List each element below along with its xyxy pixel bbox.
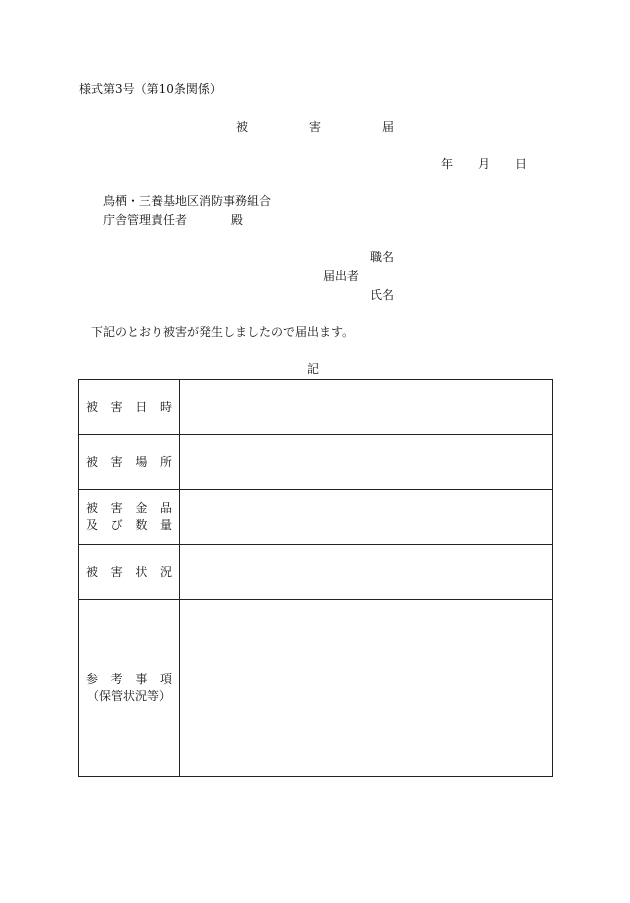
remarks-field[interactable] (180, 600, 553, 777)
body-text: 下記のとおり被害が発生しましたので届出ます。 (91, 325, 355, 339)
title-char: 届 (381, 120, 394, 134)
damage-location-field[interactable] (180, 435, 553, 490)
label-char: 及 (86, 518, 99, 532)
label-char: 項 (159, 672, 172, 686)
label-char: 所 (159, 454, 172, 469)
label-char: 害 (110, 454, 123, 469)
addressee-honorific: 殿 (231, 213, 244, 227)
label-char: 日 (135, 399, 148, 414)
table-row (79, 380, 553, 435)
label-subtext: （保管状況等） (86, 689, 171, 703)
label-char: 金 (135, 501, 148, 515)
label-char: 状 (135, 564, 148, 579)
month-label: 月 (478, 157, 491, 171)
reporter-label: 届出者 (323, 269, 360, 283)
form-number: 様式第3号（第10条関係） (79, 82, 222, 96)
label-char: び (110, 518, 123, 532)
damage-datetime-field[interactable] (180, 380, 553, 435)
title-char: 害 (308, 120, 321, 134)
label-char: 数 (135, 518, 148, 532)
table-row (79, 545, 553, 600)
table-row (79, 600, 553, 777)
label-char: 品 (159, 501, 172, 515)
label-char: 場 (135, 454, 148, 469)
damaged-items-field[interactable] (180, 490, 553, 545)
document-title (235, 118, 395, 135)
table-row (79, 435, 553, 490)
row-label (79, 600, 180, 777)
row-label (79, 545, 180, 600)
label-char: 参 (86, 672, 99, 686)
title-char: 被 (235, 120, 248, 134)
label-char: 量 (159, 518, 172, 532)
label-char: 被 (86, 454, 99, 469)
label-char: 況 (159, 564, 172, 579)
job-title-label: 職名 (370, 250, 395, 264)
damage-status-field[interactable] (180, 545, 553, 600)
table-row (79, 490, 553, 545)
label-char: 被 (86, 501, 99, 515)
year-label: 年 (441, 157, 454, 171)
label-char: 事 (135, 672, 148, 686)
label-char: 被 (86, 399, 99, 414)
date-line (441, 155, 552, 172)
ki-label: 記 (307, 362, 320, 376)
row-label (79, 380, 180, 435)
label-char: 害 (110, 399, 123, 414)
label-char: 害 (110, 501, 123, 515)
label-char: 被 (86, 564, 99, 579)
name-label: 氏名 (370, 288, 395, 302)
label-char: 考 (110, 672, 123, 686)
row-label (79, 435, 180, 490)
addressee-position: 庁舎管理責任者 (103, 213, 188, 227)
day-label: 日 (515, 157, 528, 171)
addressee-organization: 鳥栖・三養基地区消防事務組合 (103, 194, 272, 208)
label-char: 害 (110, 564, 123, 579)
damage-report-table (78, 379, 553, 777)
addressee-line (103, 211, 243, 228)
row-label (79, 490, 180, 545)
label-char: 時 (159, 399, 172, 414)
